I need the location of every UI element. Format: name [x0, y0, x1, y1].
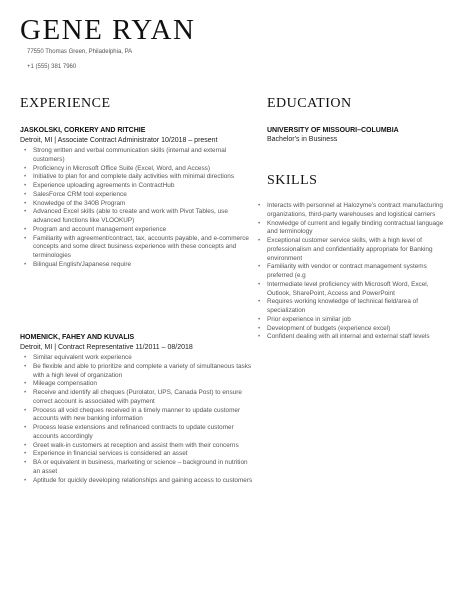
- list-item: • Bilingual English/Japanese require: [20, 261, 255, 270]
- job-entry: [20, 126, 255, 270]
- list-item: • Mileage compensation: [20, 380, 255, 389]
- list-item: • Confident dealing with all internal and external staff levels: [254, 333, 450, 342]
- experience-heading: EXPERIENCE: [20, 96, 111, 111]
- list-item: • Advanced Excel skills (able to create and work with Pivot Tables, use advanced functions like VLOOKUP): [20, 208, 255, 226]
- list-item: • Initiative to plan for and complete daily activities with minimal directions: [20, 173, 255, 182]
- list-item: • Familiarity with agreement/contract, tax, accounts payable, and e-commerce concepts and some direct business experience with these concepts and terminologies: [20, 235, 255, 261]
- job-meta: Detroit, MI | Associate Contract Administrator 10/2018 – present: [20, 137, 218, 144]
- list-item: • Process lease extensions and refinanced contracts to update customer accounts accordingly: [20, 424, 255, 442]
- list-item: • Knowledge of current and legally binding contractual language and terminology: [254, 220, 450, 238]
- list-item: • Be flexible and able to prioritize and complete a variety of simultaneous tasks with a high level of organization: [20, 363, 255, 381]
- list-item: • Prior experience in similar job: [254, 316, 450, 325]
- school-name: UNIVERSITY OF MISSOURI–COLUMBIA: [267, 127, 399, 134]
- skills-heading: SKILLS: [267, 173, 318, 188]
- phone: +1 (555) 381 7960: [27, 64, 77, 70]
- education-heading: EDUCATION: [267, 96, 352, 111]
- list-item: • Development of budgets (experience excel): [254, 325, 450, 334]
- list-item: • Requires working knowledge of technical field/area of specialization: [254, 298, 450, 316]
- list-item: • BA or equivalent in business, marketing or science – background in nutrition an asset: [20, 459, 255, 477]
- job-meta: Detroit, MI | Contract Representative 11/2011 – 08/2018: [20, 344, 193, 351]
- list-item: • Exceptional customer service skills, with a high level of professionalism and confidentiality appropriate for Banking environment: [254, 237, 450, 263]
- list-item: • SalesForce CRM tool experience: [20, 191, 255, 200]
- list-item: • Experience in financial services is considered an asset: [20, 450, 255, 459]
- list-item: • Similar equivalent work experience: [20, 354, 255, 363]
- job-company: JASKOLSKI, CORKERY AND RITCHIE: [20, 127, 146, 134]
- list-item: • Proficiency in Microsoft Office Suite (Excel, Word, and Access): [20, 165, 255, 174]
- list-item: • Strong written and verbal communication skills (internal and external customers): [20, 147, 255, 165]
- list-item: • Program and account management experience: [20, 226, 255, 235]
- skills-list-wrap: [254, 201, 450, 342]
- skills-list: [254, 202, 450, 342]
- list-item: • Experience uploading agreements in ContractHub: [20, 182, 255, 191]
- education-entry: [267, 126, 462, 145]
- job-entry: [20, 333, 255, 485]
- list-item: • Knowledge of the 340B Program: [20, 200, 255, 209]
- job-bullets: [20, 147, 255, 270]
- job-bullets: [20, 354, 255, 485]
- candidate-name: GENE RYAN: [20, 14, 196, 46]
- list-item: • Aptitude for quickly developing relationships and gaining access to customers: [20, 477, 255, 486]
- list-item: • Intermediate level proficiency with Microsoft Word, Excel, Outlook, SharePoint, Access and PowerPoint: [254, 281, 450, 299]
- list-item: • Interacts with personnel at Halozyme's contract manufacturing organizations, third-party warehouses and logistical carriers: [254, 202, 450, 220]
- list-item: • Receive and identify all cheques (Purolator, UPS, Canada Post) to ensure correct account is associated with payment: [20, 389, 255, 407]
- job-company: HOMENICK, FAHEY AND KUVALIS: [20, 334, 135, 341]
- list-item: • Greet walk-in customers at reception and assist them with their concerns: [20, 442, 255, 451]
- address: 77550 Thomas Green, Philadelphia, PA: [27, 49, 133, 55]
- list-item: • Process all void cheques received in a timely manner to update customer accounts with new banking information: [20, 407, 255, 425]
- list-item: • Familiarity with vendor or contract management systems preferred (e.g: [254, 263, 450, 281]
- degree: Bachelor's in Business: [267, 136, 338, 143]
